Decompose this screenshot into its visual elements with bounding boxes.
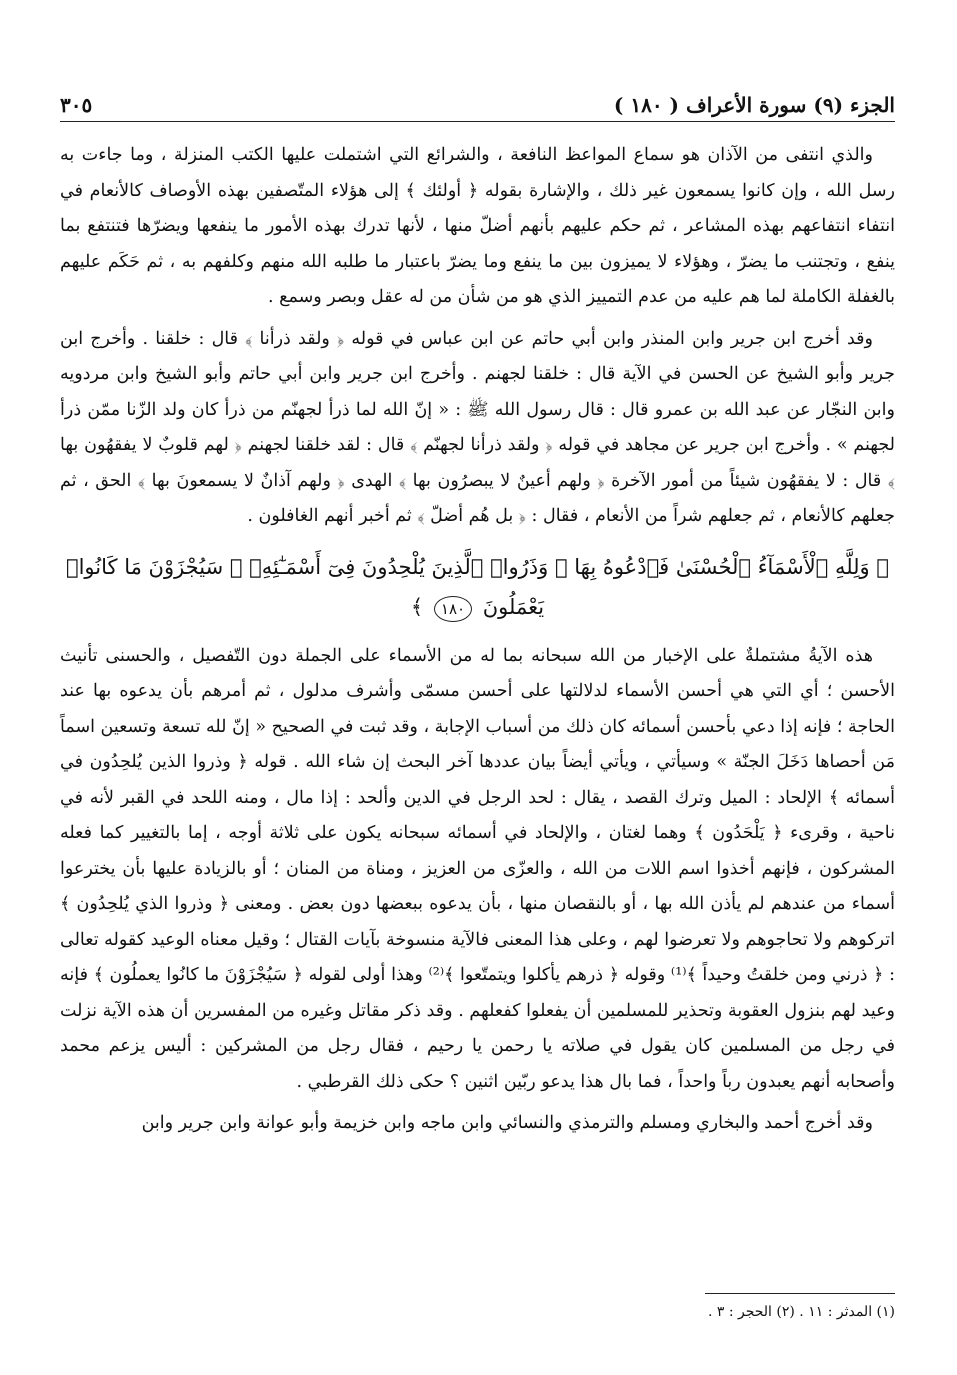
body-text bbox=[60, 138, 895, 1148]
document-page bbox=[60, 0, 895, 1375]
page-header bbox=[60, 88, 895, 122]
page-number: ٣٠٥ bbox=[60, 93, 93, 117]
quran-verse bbox=[60, 547, 895, 627]
paragraph-1: والذي انتفى من الآذان هو سماع المواعظ النافعة ، والشرائع التي اشتملت عليها الكتب المنزلة ، وما جاءت به رسل الله ، وإن كانوا يسمعون غير ذلك ، والإشارة بقوله ﴿ أولئك ﴾ إلى هؤلاء المتّصفين بهذه الأوصاف كالأنعام في انتفاء انتفاعهم بهذه المشاعر ، ثم حكم عليهم بأنهم أضلّ منها ، لأنها تدرك بهذه الأمور ما ينفعها ويضرّها فتنتفع بما ينفع ، وتجتنب ما يضرّ ، وهؤلاء لا يميزون بين ما ينفع وما يضرّ باعتبار ما طلبه الله منهم وكلفهم به ، ثم حَكَم عليهم بالغفلة الكاملة لما هم عليه من عدم التمييز الذي هو من شأن من له عقل وبصر وسمع . bbox=[60, 145, 895, 307]
paragraph-2: وقد أخرج ابن جرير وابن المنذر وابن أبي حاتم عن ابن عباس في قوله ﴿ ولقد ذرأنا ﴾ قال : خلقنا . وأخرج ابن جرير وأبو الشيخ عن الحسن في الآية قال : خلقنا لجهنم . وأخرج ابن جرير وابن أبي حاتم وأبو الشيخ وابن مردويه وابن النجّار عن عبد الله بن عمرو قال : قال رسول الله ﷺ : « إنّ الله لما ذرأ لجهنّم من ذرأ كان ولد الزّنا ممّن ذرأ لجهنم » . وأخرج ابن جرير عن مجاهد في قوله ﴿ ولقد ذرأنا لجهنّم ﴾ قال : لقد خلقنا لجهنم ﴿ لهم قلوبٌ لا يفقهُون بها ﴾ قال : لا يفقهُون شيئاً من أمور الآخرة ﴿ ولهم أعينٌ لا يبصرُون بها ﴾ الهدى ﴿ ولهم آذانٌ لا يسمعونَ بها ﴾ الحق ، ثم جعلهم كالأنعام ، ثم جعلهم شراً من الأنعام ، فقال : ﴿ بل هُم أضلّ ﴾ ثم أخبر أنهم الغافلون . bbox=[60, 328, 895, 526]
paragraph-3: هذه الآيةُ مشتملةٌ على الإخبار من الله سبحانه بما له من الأسماء على الجملة دون التّفصيل ، والحسنى تأنيث الأحسن ؛ أي التي هي أحسن الأسماء لدلالتها على أحسن مسمّى وأشرف مدلول ، ثم أمرهم بأن يدعوه بها عند الحاجة ؛ فإنه إذا دعي بأحسن أسمائه كان ذلك من أسباب الإجابة ، وقد ثبت في الصحيح « إنّ لله تسعة وتسعين اسماً مَن أحصاها دَخَلَ الجنّة » وسيأتي ، ويأتي أيضاً بيان عددها آخر البحث إن شاء الله . قوله ﴿ وذروا الذين يُلحِدُون في أسمائه ﴾ الإلحاد : الميل وترك القصد ، يقال : لحد الرجل في الدين وألحد : إذا مال ، ومنه اللحد في القبر لأنه في ناحية ، وقرىء ﴿ يَلْحَدُون ﴾ وهما لغتان ، والإلحاد في أسمائه سبحانه يكون على ثلاثة أوجه ، إما بالتغيير كما فعله المشركون ، فإنهم أخذوا اسم اللات من الله ، والعزّى من العزيز ، ومناة من المنان ؛ أو بالزيادة عليها بأن يخترعوا أسماء من عندهم لم يأذن الله بها ، أو بالنقصان منها ، بأن يدعوه ببعضها دون بعض . ومعنى ﴿ وذروا الذي يُلحِدُون ﴾ اتركوهم ولا تحاجوهم ولا تعرضوا لهم ، وعلى هذا المعنى فالآية منسوخة بآيات القتال ؛ وقيل معناه الوعيد كقوله تعالى : ﴿ ذرني ومن خلقتُ وحيداً ﴾⁽¹⁾ وقوله ﴿ ذرهم يأكلوا ويتمتّعوا ﴾⁽²⁾ وهذا أولى لقوله ﴿ سَيُجْزَوْنَ ما كانُوا يعملُون ﴾ فإنه وعيد لهم بنزول العقوبة وتحذير للمسلمين أن يفعلوا كفعلهم . وقد ذكر مقاتل وغيره من المفسرين أن هذه الآية نزلت في رجل من المسلمين كان يقول في صلاته يا رحمن يا رحيم ، فقال رجل من المشركين : أليس يزعم محمد وأصحابه أنهم يعبدون رباً واحداً ، فما بال هذا يدعو ربّين اثنين ؟ حكى ذلك القرطبي . bbox=[60, 645, 895, 1092]
running-title: الجزء (٩) سورة الأعراف ( ١٨٠ ) bbox=[613, 93, 895, 117]
verse-number-marker: ١٨٠ bbox=[434, 596, 472, 622]
footnote-divider bbox=[705, 1293, 895, 1294]
verse-close-bracket: ﴾ bbox=[410, 594, 424, 619]
paragraph-4: وقد أخرج أحمد والبخاري ومسلم والترمذي والنسائي وابن ماجه وابن خزيمة وأبو عوانة وابن جرير وابن bbox=[141, 1113, 873, 1133]
footnotes: (١) المدثر : ١١ . (٢) الحجر : ٣ . bbox=[707, 1304, 895, 1320]
verse-text: ﴿ وَلِلَّهِ ٱلْأَسْمَآءُ ٱلْحُسْنَىٰ فَٱدْعُوهُ بِهَا ۖ وَذَرُوا۟ ٱلَّذِينَ يُلْحِدُونَ فِىٓ أَسْمَـٰٓئِهِۦ ۚ سَيُجْزَوْنَ مَا كَانُوا۟ يَعْمَلُونَ bbox=[66, 554, 889, 619]
